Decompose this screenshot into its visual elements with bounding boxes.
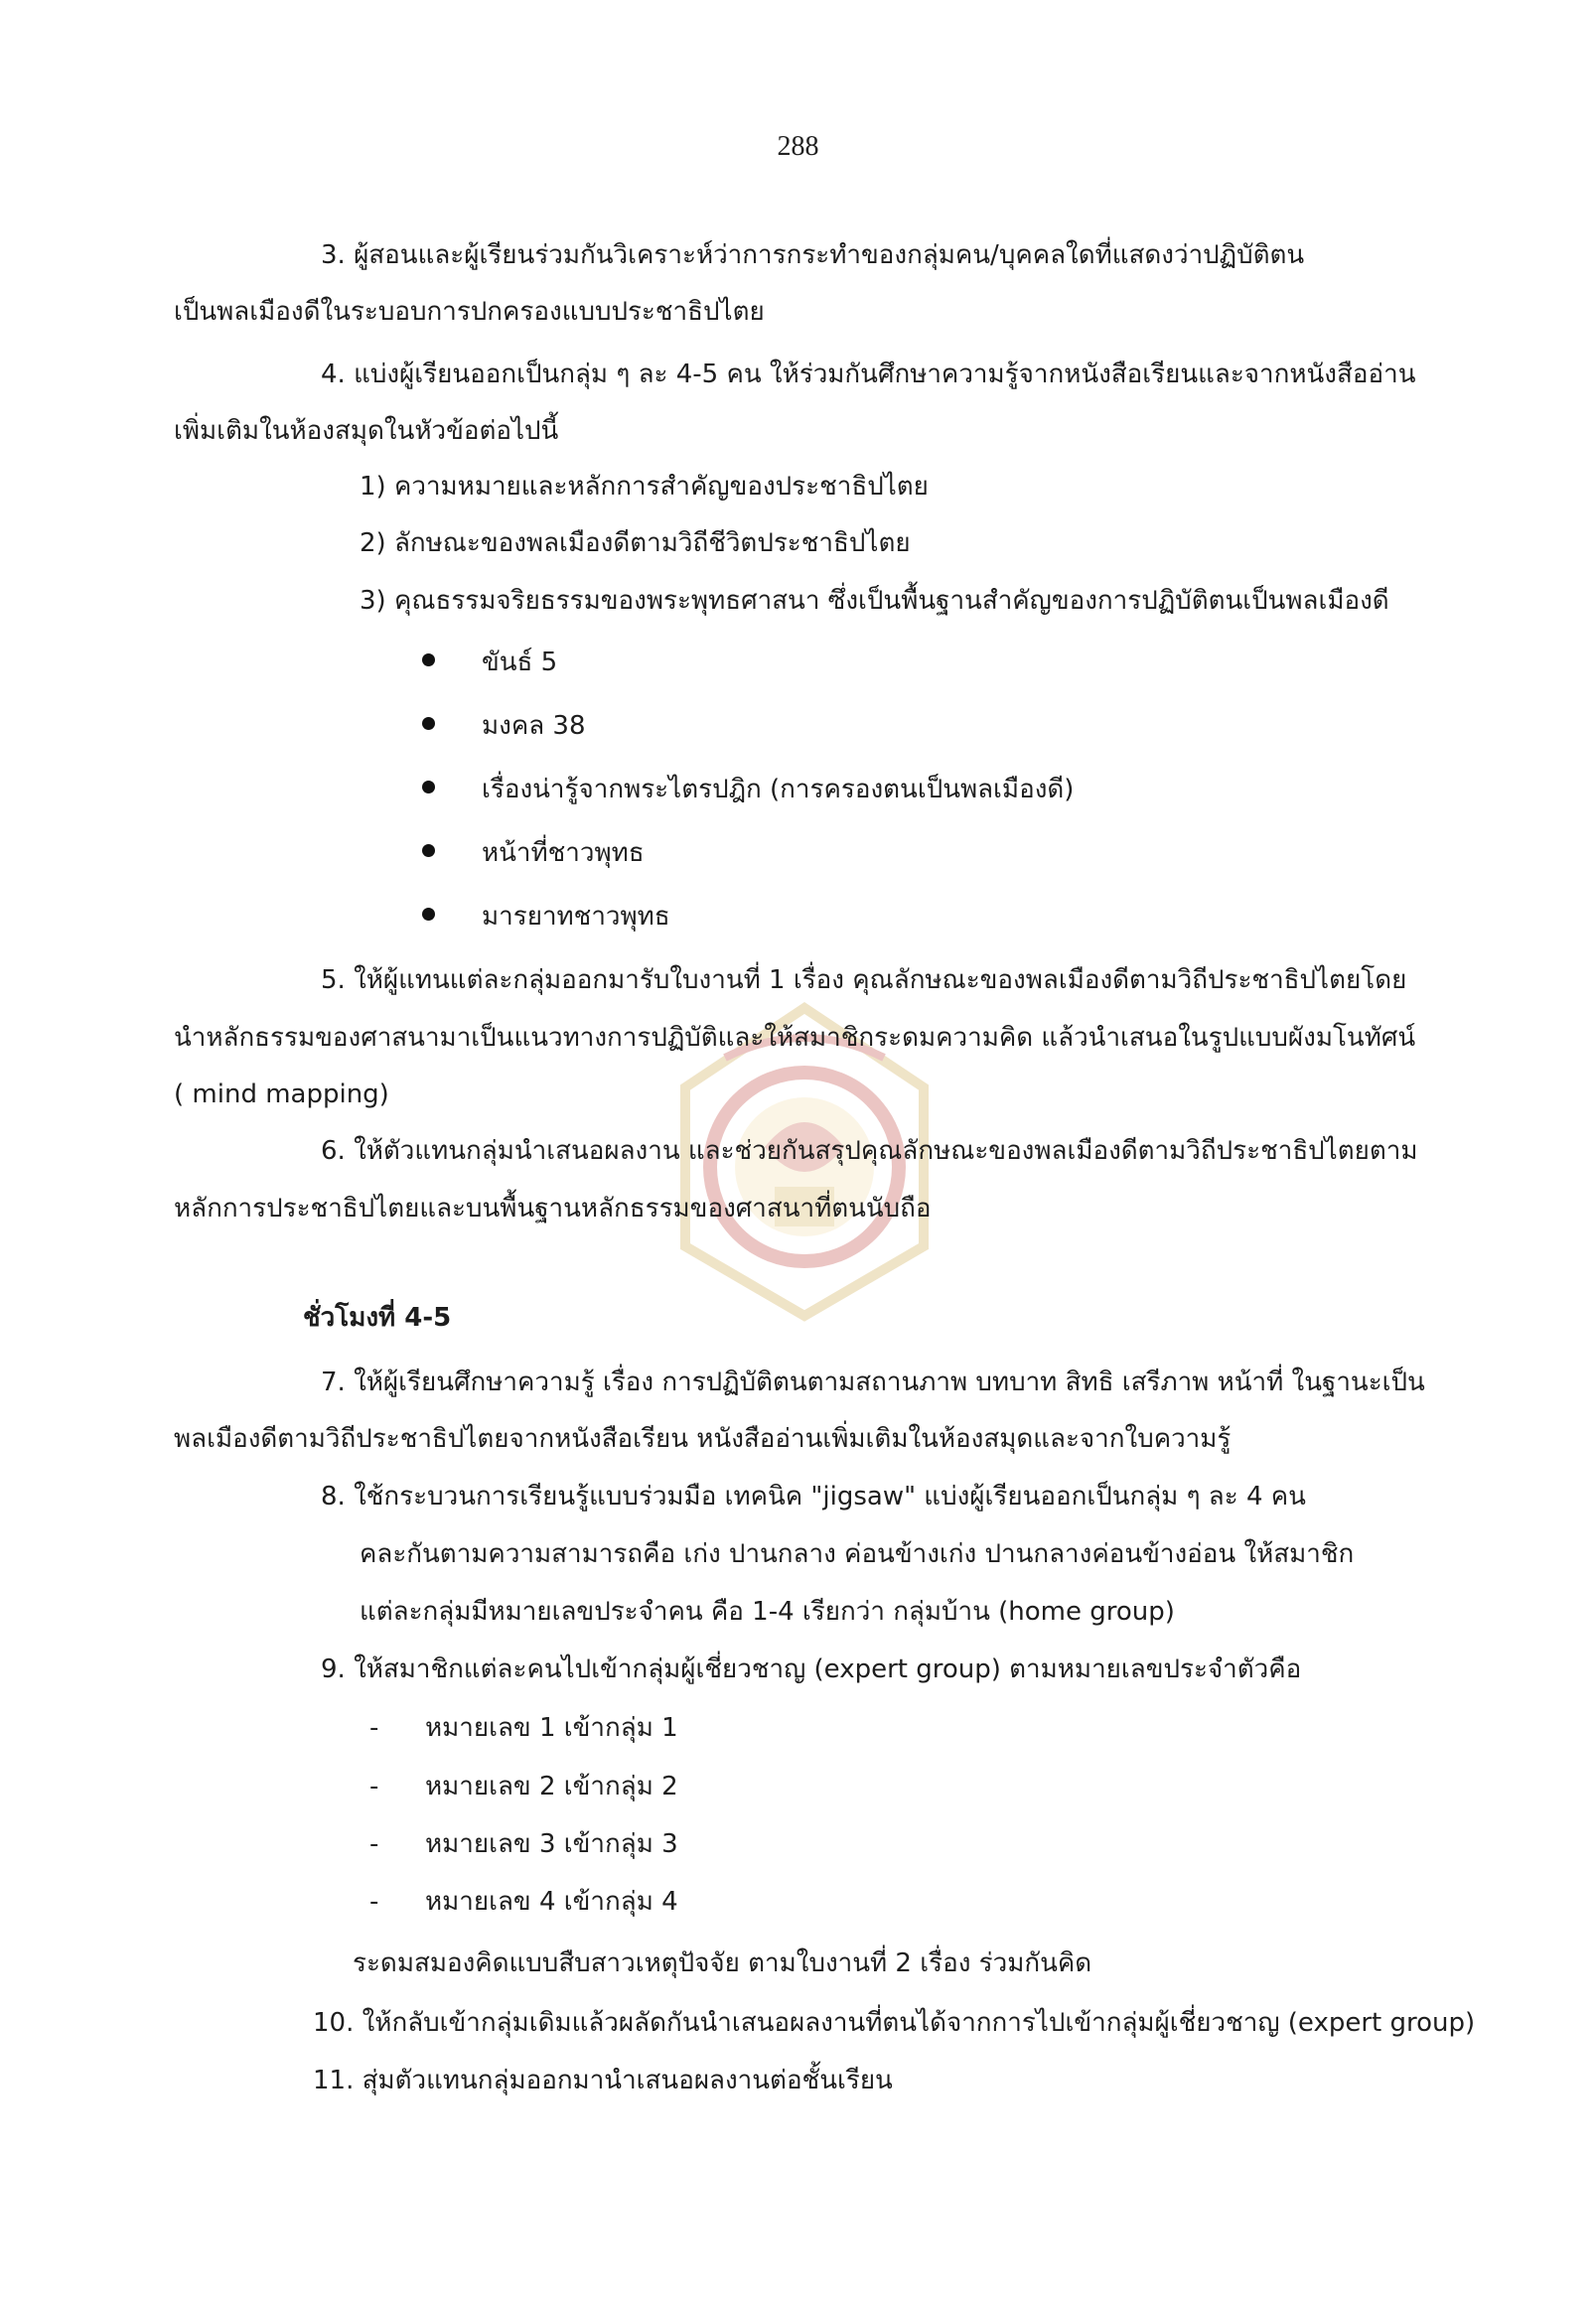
item-5-line-1: 5. ให้ผู้แทนแต่ละกลุ่มออกมารับใบงานที่ 1 เรื่อง คุณลักษณะของพลเมืองดีตามวิถีประชาธิปไตยโดย bbox=[321, 965, 1407, 995]
dash-marker: - bbox=[369, 1713, 379, 1743]
dash-marker: - bbox=[369, 1829, 379, 1859]
bullet-item-3: เรื่องน่ารู้จากพระไตรปฎิก (การครองตนเป็นพลเมืองดี) bbox=[482, 775, 1075, 804]
bullet-dot-icon bbox=[422, 844, 435, 857]
item-5-line-3: ( mind mapping) bbox=[174, 1080, 389, 1109]
dash-item-2: หมายเลข 2 เข้ากลุ่ม 2 bbox=[425, 1772, 678, 1801]
item-9-line-1: 9. ให้สมาชิกแต่ละคนไปเข้ากลุ่มผู้เชี่ยวชาญ (expert group) ตามหมายเลขประจำตัวคือ bbox=[321, 1655, 1302, 1684]
bullet-dot-icon bbox=[422, 781, 435, 793]
item-11-line-1: 11. สุ่มตัวแทนกลุ่มออกมานำเสนอผลงานต่อชั้นเรียน bbox=[313, 2066, 893, 2095]
topic-item-3: 3) คุณธรรมจริยธรรมของพระพุทธศาสนา ซึ่งเป็นพื้นฐานสำคัญของการปฏิบัติตนเป็นพลเมืองดี bbox=[360, 586, 1389, 616]
item-8-line-2: คละกันตามความสามารถคือ เก่ง ปานกลาง ค่อนข้างเก่ง ปานกลางค่อนข้างอ่อน ให้สมาชิก bbox=[360, 1539, 1355, 1569]
item-6-line-1: 6. ให้ตัวแทนกลุ่มนำเสนอผลงาน และช่วยกันสรุปคุณลักษณะของพลเมืองดีตามวิถีประชาธิปไตยตาม bbox=[321, 1136, 1418, 1166]
dash-item-4: หมายเลข 4 เข้ากลุ่ม 4 bbox=[425, 1887, 678, 1917]
topic-item-1: 1) ความหมายและหลักการสำคัญของประชาธิปไตย bbox=[360, 472, 929, 502]
bullet-dot-icon bbox=[422, 653, 435, 666]
item-8-line-3: แต่ละกลุ่มมีหมายเลขประจำคน คือ 1-4 เรียกว่า กลุ่มบ้าน (home group) bbox=[360, 1597, 1175, 1627]
item-6-line-2: หลักการประชาธิปไตยและบนพื้นฐานหลักธรรมของศาสนาที่ตนนับถือ bbox=[174, 1194, 932, 1223]
dash-item-3: หมายเลข 3 เข้ากลุ่ม 3 bbox=[425, 1829, 678, 1859]
item-7-line-1: 7. ให้ผู้เรียนศึกษาความรู้ เรื่อง การปฏิบัติตนตามสถานภาพ บทบาท สิทธิ เสรีภาพ หน้าที่ ในฐานะเป็น bbox=[321, 1367, 1425, 1397]
bullet-item-4: หน้าที่ชาวพุทธ bbox=[482, 838, 645, 868]
item-7-line-2: พลเมืองดีตามวิถีประชาธิปไตยจากหนังสือเรียน หนังสืออ่านเพิ่มเติมในห้องสมุดและจากใบความรู้ bbox=[174, 1424, 1232, 1454]
bullet-item-2: มงคล 38 bbox=[482, 711, 586, 741]
topic-item-2: 2) ลักษณะของพลเมืองดีตามวิถีชีวิตประชาธิปไตย bbox=[360, 528, 911, 558]
item-10-line-1: 10. ให้กลับเข้ากลุ่มเดิมแล้วผลัดกันนำเสนอผลงานที่ตนได้จากการไปเข้ากลุ่มผู้เชี่ยวชาญ (expert group) bbox=[313, 2008, 1476, 2038]
bullet-dot-icon bbox=[422, 717, 435, 730]
dash-marker: - bbox=[369, 1887, 379, 1917]
bullet-dot-icon bbox=[422, 908, 435, 921]
item-3-line-1: 3. ผู้สอนและผู้เรียนร่วมกันวิเคราะห์ว่าการกระทำของกลุ่มคน/บุคคลใดที่แสดงว่าปฏิบัติตน bbox=[321, 240, 1305, 270]
item-4-line-2: เพิ่มเติมในห้องสมุดในหัวข้อต่อไปนี้ bbox=[174, 416, 559, 446]
item-4-line-1: 4. แบ่งผู้เรียนออกเป็นกลุ่ม ๆ ละ 4-5 คน ให้ร่วมกันศึกษาความรู้จากหนังสือเรียนและจากหนังสืออ่าน bbox=[321, 360, 1416, 389]
dash-item-1: หมายเลข 1 เข้ากลุ่ม 1 bbox=[425, 1713, 678, 1743]
section-heading: ชั่วโมงที่ 4-5 bbox=[303, 1303, 452, 1333]
page-number: 288 bbox=[777, 131, 819, 162]
bullet-item-1: ขันธ์ 5 bbox=[482, 648, 558, 677]
item-8-line-1: 8. ใช้กระบวนการเรียนรู้แบบร่วมมือ เทคนิค "jigsaw" แบ่งผู้เรียนออกเป็นกลุ่ม ๆ ละ 4 คน bbox=[321, 1482, 1306, 1511]
brainstorm-line: ระดมสมองคิดแบบสืบสาวเหตุปัจจัย ตามใบงานที่ 2 เรื่อง ร่วมกันคิด bbox=[353, 1948, 1092, 1978]
item-3-line-2: เป็นพลเมืองดีในระบอบการปกครองแบบประชาธิปไตย bbox=[174, 297, 765, 327]
bullet-item-5: มารยาทชาวพุทธ bbox=[482, 902, 670, 932]
item-5-line-2: นำหลักธรรมของศาสนามาเป็นแนวทางการปฏิบัติและให้สมาชิกระดมความคิด แล้วนำเสนอในรูปแบบผังมโนทัศน์ bbox=[174, 1023, 1416, 1053]
dash-marker: - bbox=[369, 1772, 379, 1801]
